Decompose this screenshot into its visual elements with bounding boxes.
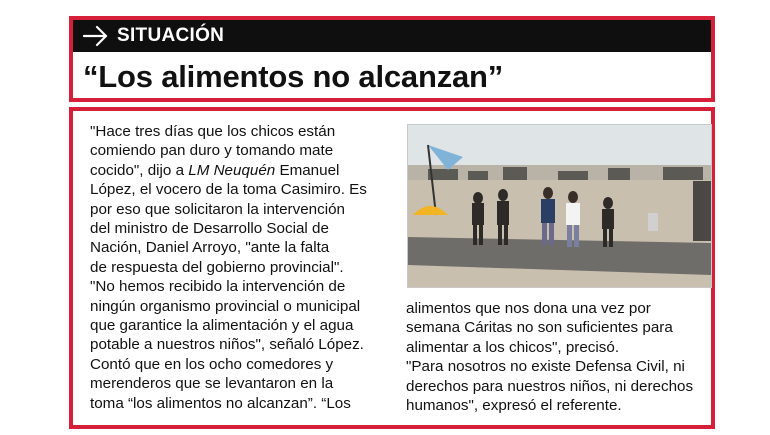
article-text-line: ningún organismo provincial o municipal xyxy=(90,297,361,315)
article-text-line: "No hemos recibido la intervención de xyxy=(90,278,346,296)
article-text-line: alimentos que nos dona una vez por xyxy=(406,300,651,317)
article-text-line: derechos para nuestros niños, ni derechos xyxy=(406,377,694,395)
newspaper-name: LM Neuquén xyxy=(188,161,276,179)
article-text-line: toma “los alimentos no alcanzan”. “Los xyxy=(90,394,351,412)
section-label: SITUACIÓN xyxy=(117,25,225,46)
article-text-line: merenderos que se levantaron en la xyxy=(90,375,334,393)
news-photo xyxy=(407,124,712,288)
section-bar xyxy=(73,20,711,52)
article-text-line: potable a nuestros niños", señaló López. xyxy=(90,336,364,354)
article-frame xyxy=(69,107,715,429)
article-text-line: de respuesta del gobierno provincial". xyxy=(90,258,344,276)
article-text-line: alimentar a los chicos", precisó. xyxy=(406,338,620,356)
article-column-left xyxy=(90,122,390,413)
article-text-line: semana Cáritas no son suficientes para xyxy=(406,319,673,337)
article-column-right xyxy=(406,299,706,415)
article-text-line: comiendo pan duro y tomando mate xyxy=(90,142,334,160)
page-title: “Los alimentos no alcanzan” xyxy=(83,59,504,94)
article-text-line: humanos", expresó el referente. xyxy=(406,397,622,415)
article-text-line: por eso que solicitaron la intervención xyxy=(90,200,345,218)
article-text-line: del ministro de Desarrollo Social de xyxy=(90,220,329,238)
arrow-right-icon xyxy=(83,25,109,47)
article-text-fragment: Emanuel xyxy=(275,161,340,179)
article-text-line: Nación, Daniel Arroyo, "ante la falta xyxy=(90,239,330,257)
article-text-line: "Hace tres días que los chicos están xyxy=(90,123,336,140)
article-text-line: Contó que en los ocho comedores y xyxy=(90,355,334,373)
article-text-fragment: cocido", dijo a xyxy=(90,161,189,179)
article-text-line: López, el vocero de la toma Casimiro. Es xyxy=(90,181,367,199)
article-text-line: "Para nosotros no existe Defensa Civil, ni xyxy=(406,358,685,376)
article-text-line: que garantice la alimentación y el agua xyxy=(90,317,354,335)
headline-frame xyxy=(69,16,715,102)
article-text-line xyxy=(90,161,390,180)
